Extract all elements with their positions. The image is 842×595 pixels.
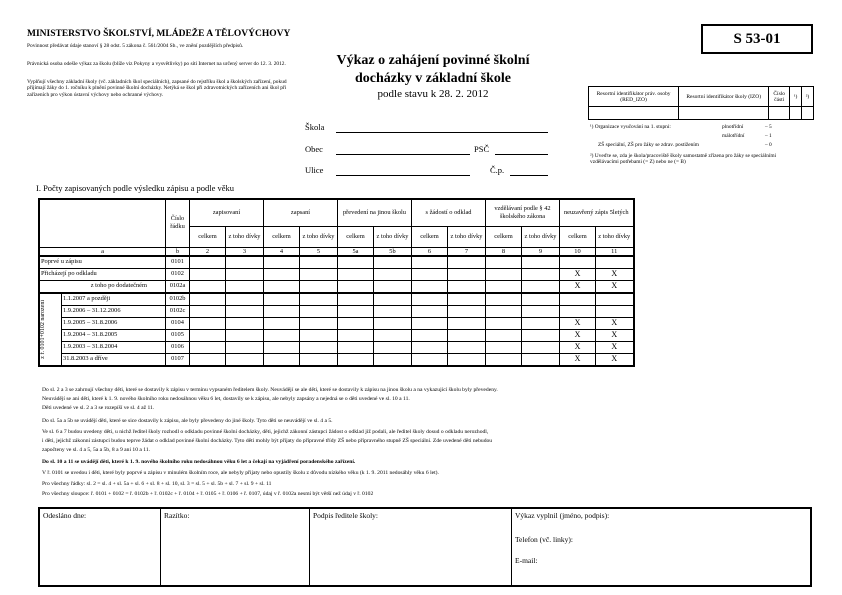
data-cell[interactable] [226, 293, 264, 306]
obec-field[interactable] [336, 154, 470, 155]
data-cell[interactable] [264, 317, 300, 329]
data-cell[interactable] [486, 329, 522, 341]
note-line: Neuvádějí se ani děti, které k 1. 9. nového školního roku nedosáhnou věku 6 let, dostavily se k zápisu, ale nebyly zapsány a nejedná se o děti uvedené ve sl. 10 a 11. [42, 396, 410, 402]
index-col: 5b [374, 247, 412, 256]
data-cell[interactable] [448, 280, 486, 293]
data-cell[interactable] [300, 341, 338, 353]
data-cell[interactable] [486, 353, 522, 366]
info-paragraph: Povinnost předávat údaje stanoví § 28 odst. 5 zákona č. 561/2004 Sb., ve znění pozdějších předpisů. [27, 43, 244, 49]
data-cell[interactable] [448, 256, 486, 269]
page-subtitle: podle stavu k 28. 2. 2012 [377, 88, 489, 100]
cislo-casti-header: Číslo části [769, 87, 790, 107]
row-code: 0104 [166, 317, 190, 329]
index-a: a [39, 247, 166, 256]
main-table [38, 198, 635, 367]
excluded-cell: X [560, 341, 596, 353]
razitko-cell[interactable] [161, 509, 310, 585]
excluded-cell: X [560, 280, 596, 293]
note-specialni: ²) Uveďte se, zda je škola/pracoviště školy samostatně zřízena pro žáky se speciálními vzdělávacími potřebami (= Z) nebo ne (= B) [590, 153, 777, 166]
data-cell[interactable] [412, 280, 448, 293]
index-b: b [166, 247, 190, 256]
ref2-input[interactable] [802, 107, 814, 120]
skola-label: Škola [305, 122, 325, 132]
cp-label: Č.p. [490, 165, 505, 175]
excluded-cell: X [560, 353, 596, 366]
podpis-cell[interactable] [310, 509, 512, 585]
data-cell[interactable] [338, 317, 374, 329]
data-cell[interactable] [560, 305, 596, 317]
data-cell[interactable] [264, 293, 300, 306]
group-header: s žádostí o odklad [412, 199, 486, 226]
data-cell[interactable] [486, 268, 522, 280]
row-label: 1.9.2005 – 31.8.2006 [62, 317, 166, 329]
excluded-cell: X [560, 317, 596, 329]
data-cell[interactable] [338, 305, 374, 317]
data-cell[interactable] [338, 293, 374, 306]
data-cell[interactable] [412, 256, 448, 269]
ref1-header: ¹) [790, 87, 802, 107]
data-cell[interactable] [412, 353, 448, 366]
data-cell[interactable] [448, 329, 486, 341]
data-cell[interactable] [190, 268, 226, 280]
data-cell[interactable] [448, 305, 486, 317]
data-cell[interactable] [522, 329, 560, 341]
info-paragraph: Právnická osoba odešle výkaz za školu (blíže viz Pokyny a vysvětlivky) po síti Internet na určený server do 12. 3. 2012. [27, 61, 286, 67]
group-header: převedení na jinou školu [338, 199, 412, 226]
sub-divky: z toho dívky [448, 226, 486, 247]
table-row [39, 317, 634, 329]
data-cell[interactable] [486, 317, 522, 329]
data-cell[interactable] [374, 305, 412, 317]
table-row [39, 353, 634, 366]
data-cell[interactable] [226, 329, 264, 341]
data-cell[interactable] [486, 341, 522, 353]
data-cell[interactable] [300, 280, 338, 293]
index-col: 10 [560, 247, 596, 256]
birth-group-label: z ř. 0101+0102 narození [39, 293, 62, 366]
data-cell[interactable] [190, 280, 226, 293]
data-cell[interactable] [190, 293, 226, 306]
form-code: S 53-01 [701, 24, 813, 54]
index-col: 7 [448, 247, 486, 256]
data-cell[interactable] [560, 256, 596, 269]
odeslano-cell[interactable] [40, 509, 161, 585]
note-opt2-val: – 1 [765, 133, 772, 139]
row-code: 0102b [166, 293, 190, 306]
data-cell[interactable] [522, 256, 560, 269]
note-line: Do sl. 5a a 5b se uvádějí děti, které se sice dostavily k zápisu, ale byly převedeny do jiné školy. Tyto děti se neuvádějí ve sl. 4 a 5. [42, 418, 333, 424]
cislo-casti-input[interactable] [769, 107, 790, 120]
data-cell[interactable] [522, 353, 560, 366]
odeslano-label: Odesláno dne: [43, 511, 87, 520]
note-line: Do sl. 10 a 11 se uvádějí děti, které k 1. 9. nového školního roku nedosáhnou věku 6 let a čekají na vyjádření poradenského zařízení. [42, 459, 356, 465]
row-label: 1.9.2003 – 31.8.2004 [62, 341, 166, 353]
data-cell[interactable] [412, 268, 448, 280]
ulice-label: Ulice [305, 165, 324, 175]
data-cell[interactable] [486, 256, 522, 269]
psc-field[interactable] [495, 154, 548, 155]
note-opt1: plnotřídní [722, 124, 744, 130]
data-cell[interactable] [226, 305, 264, 317]
row-code: 0102c [166, 305, 190, 317]
note-line: Děti uvedené ve sl. 2 a 3 se rozepíší ve sl. 4 až 11. [42, 405, 155, 411]
note-line: i děti, jejichž zákonní zástupci budou teprve žádat o odklad povinné školní docházky. Tyto děti mohly být přijaty do přípravné třídy ZŠ nebo přípravného stupně ZŠ speciální. Zde uvedené děti nebudou [42, 438, 493, 444]
sub-celkem: celkem [486, 226, 522, 247]
row-code: 0102 [166, 268, 190, 280]
note-opt2: málotřídní [722, 133, 745, 139]
data-cell[interactable] [226, 280, 264, 293]
note-line: V ř. 0101 se uvedou i děti, které byly poprvé u zápisu v minulém školním roce, ale nebyly přijaty nebo opustily školu z důvodu nízkého věku (k 1. 9. 2011 nedosáhly věku 6 let). [42, 470, 439, 476]
data-cell[interactable] [374, 317, 412, 329]
ref1-input[interactable] [790, 107, 802, 120]
index-col: 9 [522, 247, 560, 256]
note-opt1-val: – 5 [765, 124, 772, 130]
podpis-label: Podpis ředitele školy: [313, 511, 378, 520]
data-cell[interactable] [264, 305, 300, 317]
red-izo-input[interactable] [589, 107, 679, 120]
data-cell[interactable] [448, 353, 486, 366]
info-paragraph: Vyplňují všechny základní školy (vč. základních škol speciálních), zapsané do rejstříku škol a školských zařízení, pokud přijímají žáky do 1. ročníku k plnění povinné školní docházky. Netýká se škol při zdravotnických zařízeních ani škol při zařízeních pro výkon ústavní výchovy nebo ochranné výchovy. [27, 79, 287, 98]
data-cell[interactable] [264, 329, 300, 341]
row-code: 0105 [166, 329, 190, 341]
row-label: 1.1.2007 a později [62, 293, 166, 306]
data-cell[interactable] [522, 268, 560, 280]
data-cell[interactable] [300, 329, 338, 341]
excluded-cell: X [560, 329, 596, 341]
table-row [39, 305, 634, 317]
index-col: 6 [412, 247, 448, 256]
data-cell[interactable] [448, 317, 486, 329]
group-header: zapisovaní [190, 199, 264, 226]
row-code: 0101 [166, 256, 190, 269]
data-cell[interactable] [522, 305, 560, 317]
data-cell[interactable] [226, 341, 264, 353]
row-label: Poprvé u zápisu [39, 256, 166, 269]
data-cell[interactable] [226, 353, 264, 366]
data-cell[interactable] [374, 341, 412, 353]
data-cell[interactable] [226, 317, 264, 329]
ulice-field[interactable] [336, 175, 470, 176]
note-line: Pro všechny sloupce: ř. 0101 + 0102 = ř. 0102b + ř. 0102c + ř. 0104 + ř. 0105 + ř. 0106 + ř. 0107, údaj v ř. 0102a nesmí být větší než údaj v ř. 0102 [42, 491, 374, 497]
data-cell[interactable] [412, 341, 448, 353]
ministry-title: MINISTERSTVO ŠKOLSTVÍ, MLÁDEŽE A TĚLOVÝCHOVY [27, 29, 291, 39]
data-cell[interactable] [448, 268, 486, 280]
data-cell[interactable] [264, 280, 300, 293]
obec-label: Obec [305, 144, 323, 154]
data-cell[interactable] [190, 341, 226, 353]
excluded-cell: X [596, 280, 634, 293]
excluded-cell: X [596, 329, 634, 341]
index-col: 11 [596, 247, 634, 256]
data-cell[interactable] [338, 268, 374, 280]
data-cell[interactable] [338, 280, 374, 293]
data-cell[interactable] [264, 341, 300, 353]
sub-celkem: celkem [560, 226, 596, 247]
data-cell[interactable] [190, 256, 226, 269]
data-cell[interactable] [374, 268, 412, 280]
row-code: 0107 [166, 353, 190, 366]
data-cell[interactable] [190, 353, 226, 366]
data-cell[interactable] [190, 317, 226, 329]
page-title: Výkaz o zahájení povinné školní docházky v základní škole [336, 53, 530, 86]
data-cell[interactable] [522, 341, 560, 353]
vykaz-vyplnil-label: Výkaz vyplnil (jméno, podpis): [515, 511, 610, 520]
index-col: 5 [300, 247, 338, 256]
data-cell[interactable] [374, 256, 412, 269]
index-col: 2 [190, 247, 226, 256]
data-cell[interactable] [374, 280, 412, 293]
table-row [39, 268, 634, 280]
note-opt3-val: – 0 [765, 142, 772, 148]
table-row [39, 280, 634, 293]
sub-divky: z toho dívky [522, 226, 560, 247]
telefon-label: Telefon (vč. linky): [515, 535, 573, 544]
data-cell[interactable] [300, 317, 338, 329]
excluded-cell: X [596, 341, 634, 353]
data-cell[interactable] [522, 317, 560, 329]
izo-input[interactable] [679, 107, 769, 120]
data-cell[interactable] [300, 256, 338, 269]
row-label: 1.9.2004 – 31.8.2005 [62, 329, 166, 341]
sub-divky: z toho dívky [300, 226, 338, 247]
sub-celkem: celkem [190, 226, 226, 247]
data-cell[interactable] [338, 341, 374, 353]
data-cell[interactable] [338, 329, 374, 341]
sub-divky: z toho dívky [374, 226, 412, 247]
table-row [39, 341, 634, 353]
group-header: zapsaní [264, 199, 338, 226]
ref2-header: ²) [802, 87, 814, 107]
psc-label: PSČ [474, 144, 490, 154]
data-cell[interactable] [374, 329, 412, 341]
cp-field[interactable] [510, 175, 548, 176]
data-cell[interactable] [374, 353, 412, 366]
index-col: 3 [226, 247, 264, 256]
vykaz-vyplnil-cell[interactable] [512, 509, 810, 585]
data-cell[interactable] [374, 293, 412, 306]
note-line: započteny ve sl. 4 a 5, 5a a 5b, 8 a 9 ani 10 a 11. [42, 447, 151, 453]
note-opt3: ZŠ speciální, ZŠ pro žáky se zdrav. postižením [598, 142, 699, 148]
data-cell[interactable] [448, 341, 486, 353]
data-cell[interactable] [338, 256, 374, 269]
data-cell[interactable] [448, 293, 486, 306]
data-cell[interactable] [264, 353, 300, 366]
row-label: z toho po dodatečném [39, 280, 166, 293]
sub-celkem: celkem [338, 226, 374, 247]
red-izo-header: Resortní identifikátor práv. osoby (RED_IZO) [589, 87, 679, 107]
data-cell[interactable] [486, 280, 522, 293]
razitko-label: Razítko: [164, 511, 190, 520]
table-row [39, 293, 634, 306]
sub-celkem: celkem [412, 226, 448, 247]
group-header: neuzavřený zápis 5letých [560, 199, 634, 226]
data-cell[interactable] [300, 268, 338, 280]
data-cell[interactable] [264, 256, 300, 269]
excluded-cell: X [596, 353, 634, 366]
note-line: Pro všechny řádky: sl. 2 = sl. 4 + sl. 5a + sl. 6 + sl. 8 + sl. 10, sl. 3 = sl. 5 + sl. 5b + sl. 7 + sl. 9 + sl. 11 [42, 481, 272, 487]
row-code: 0102a [166, 280, 190, 293]
data-cell[interactable] [522, 293, 560, 306]
id-table [588, 86, 814, 120]
data-cell[interactable] [412, 293, 448, 306]
data-cell[interactable] [300, 305, 338, 317]
data-cell[interactable] [522, 280, 560, 293]
row-label: 1.9.2006 – 31.12.2006 [62, 305, 166, 317]
note-organizace: ¹) Organizace vyučování na 1. stupni: [590, 124, 671, 130]
data-cell[interactable] [264, 268, 300, 280]
sub-celkem: celkem [264, 226, 300, 247]
data-cell[interactable] [412, 329, 448, 341]
row-label: 31.8.2003 a dříve [62, 353, 166, 366]
izo-header: Resortní identifikátor školy (IZO) [679, 87, 769, 107]
data-cell[interactable] [190, 305, 226, 317]
data-cell[interactable] [300, 353, 338, 366]
skola-field[interactable] [336, 132, 548, 133]
sub-divky: z toho dívky [596, 226, 634, 247]
email-label: E-mail: [515, 556, 538, 565]
row-code: 0106 [166, 341, 190, 353]
cislo-radku-header: Číslo řádku [166, 199, 190, 247]
data-cell[interactable] [486, 293, 522, 306]
excluded-cell: X [596, 268, 634, 280]
note-line: Ve sl. 6 a 7 budou uvedeny děti, u nichž ředitel školy rozhodl o odkladu povinné školní docházky, děti, jejichž zákonní zástupci žádost o odklad již podali, ale ředitel školy dosud o odkladu nerozhodl, [42, 429, 489, 435]
note-line: Do sl. 2 a 3 se zahrnují všechny děti, které se dostavily k zápisu v termínu vypsaném ředitelem školy. Neuvádějí se ale děti, které se dostavily k zápisu na jinou školu a na vykazující školu byly převedeny. [42, 387, 498, 393]
data-cell[interactable] [226, 256, 264, 269]
data-cell[interactable] [338, 353, 374, 366]
index-col: 8 [486, 247, 522, 256]
group-header: vzdělávaní podle § 42 školského zákona [486, 199, 560, 226]
data-cell[interactable] [560, 293, 596, 306]
data-cell[interactable] [596, 293, 634, 306]
index-col: 5a [338, 247, 374, 256]
data-cell[interactable] [596, 305, 634, 317]
table-row [39, 329, 634, 341]
excluded-cell: X [560, 268, 596, 280]
data-cell[interactable] [190, 329, 226, 341]
data-cell[interactable] [412, 305, 448, 317]
section-title: I. Počty zapisovaných podle výsledku zápisu a podle věku [36, 183, 235, 193]
data-cell[interactable] [596, 256, 634, 269]
excluded-cell: X [596, 317, 634, 329]
row-label: Přicházejí po odkladu [39, 268, 166, 280]
data-cell[interactable] [412, 317, 448, 329]
table-row [39, 256, 634, 269]
sub-divky: z toho dívky [226, 226, 264, 247]
data-cell[interactable] [300, 293, 338, 306]
index-col: 4 [264, 247, 300, 256]
data-cell[interactable] [226, 268, 264, 280]
data-cell[interactable] [486, 305, 522, 317]
signature-footer [38, 507, 812, 587]
row-label-header [39, 199, 166, 247]
